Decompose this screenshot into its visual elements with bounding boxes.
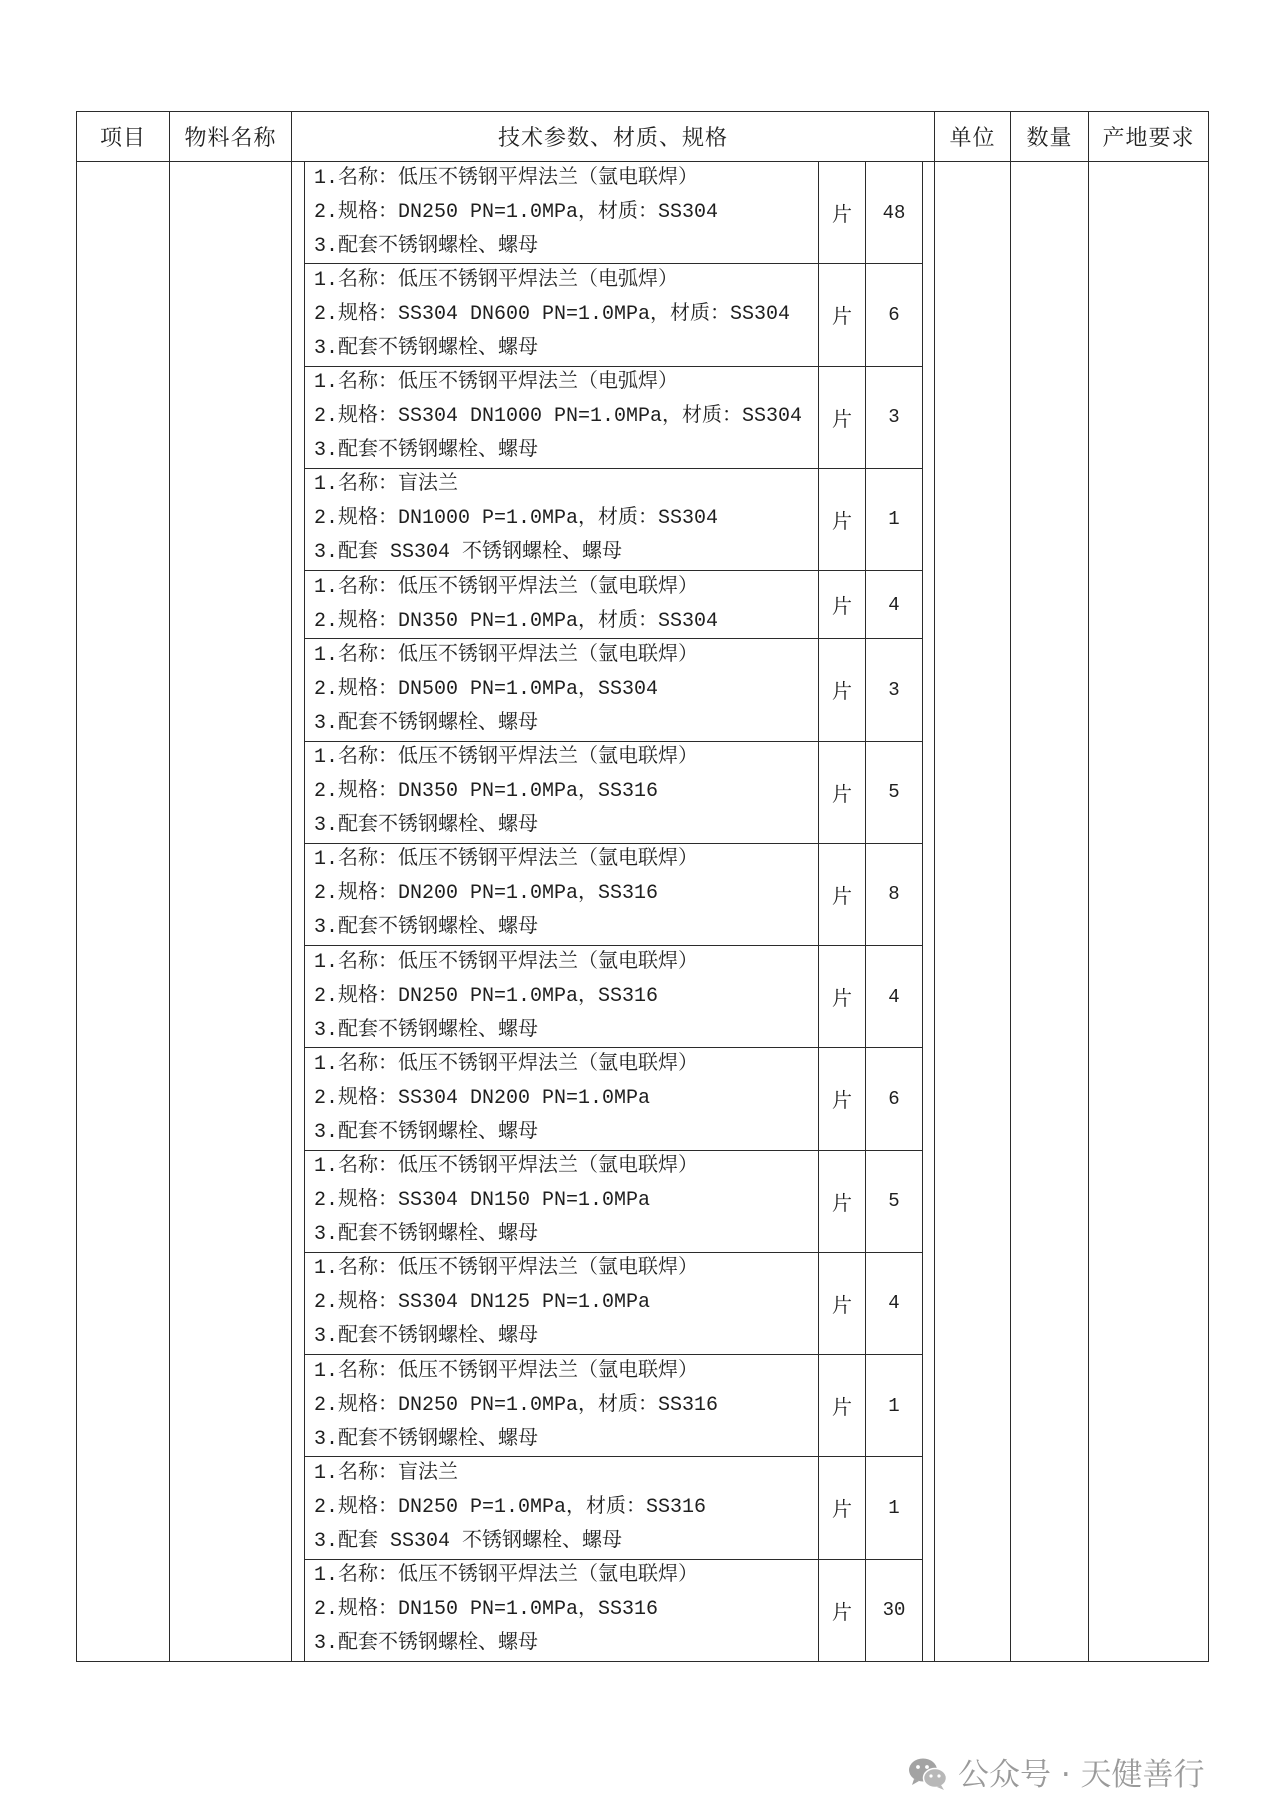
spec-cell — [305, 1253, 818, 1354]
spec-line: 2.规格：DN350 PN=1.0MPa，材质：SS304 — [314, 609, 719, 633]
spec-line: 2.规格：SS304 DN600 PN=1.0MPa，材质：SS304 — [314, 302, 791, 326]
column-divider — [1088, 111, 1089, 1662]
spec-row — [305, 1355, 922, 1457]
column-divider — [1010, 111, 1011, 1662]
spec-line: 2.规格：DN150 PN=1.0MPa，SS316 — [314, 1598, 659, 1622]
spec-cell — [305, 742, 818, 843]
spec-line: 3.配套不锈钢螺栓、螺母 — [314, 916, 539, 940]
unit-cell: 片 — [818, 469, 865, 570]
spec-row — [305, 1560, 922, 1662]
spec-line: 1.名称：低压不锈钢平焊法兰（氩电联焊） — [314, 643, 699, 667]
spec-line: 2.规格：SS304 DN200 PN=1.0MPa — [314, 1086, 651, 1110]
quantity-cell: 4 — [865, 1253, 922, 1354]
spec-line: 3.配套不锈钢螺栓、螺母 — [314, 439, 539, 463]
spec-line: 2.规格：DN350 PN=1.0MPa，SS316 — [314, 780, 659, 804]
spec-line: 2.规格：DN250 PN=1.0MPa，材质：SS304 — [314, 200, 719, 224]
spec-cell — [305, 162, 818, 263]
spec-line: 2.规格：DN200 PN=1.0MPa，SS316 — [314, 882, 659, 906]
spec-line: 1.名称：低压不锈钢平焊法兰（氩电联焊） — [314, 950, 699, 974]
spec-line: 2.规格：DN250 PN=1.0MPa，材质：SS316 — [314, 1393, 719, 1417]
spec-row — [305, 639, 922, 741]
spec-row — [305, 844, 922, 946]
spec-row — [305, 742, 922, 844]
quantity-cell: 48 — [865, 162, 922, 263]
spec-line: 3.配套不锈钢螺栓、螺母 — [314, 1120, 539, 1144]
column-divider — [291, 111, 292, 1662]
spec-row — [305, 162, 922, 264]
quantity-cell: 6 — [865, 264, 922, 365]
spec-cell — [305, 1048, 818, 1149]
quantity-cell: 6 — [865, 1048, 922, 1149]
spec-line: 2.规格：SS304 DN150 PN=1.0MPa — [314, 1189, 651, 1213]
unit-cell: 片 — [818, 1048, 865, 1149]
spec-line: 2.规格：DN250 P=1.0MPa，材质：SS316 — [314, 1496, 707, 1519]
spec-cell — [305, 469, 818, 570]
unit-cell: 片 — [818, 742, 865, 843]
spec-line: 1.名称：低压不锈钢平焊法兰（氩电联焊） — [314, 1564, 699, 1588]
unit-cell: 片 — [818, 946, 865, 1047]
spec-row — [305, 571, 922, 639]
header-quantity: 数量 — [1026, 126, 1073, 151]
unit-cell: 片 — [818, 639, 865, 740]
quantity-cell: 30 — [865, 1560, 922, 1661]
spec-cell — [305, 1560, 818, 1661]
spec-cell — [305, 367, 818, 468]
spec-cell — [305, 571, 818, 638]
spec-line: 1.名称：低压不锈钢平焊法兰（氩电联焊） — [314, 848, 699, 872]
unit-cell: 片 — [818, 1253, 865, 1354]
quantity-cell: 4 — [865, 571, 922, 638]
spec-cell — [305, 946, 818, 1047]
unit-cell: 片 — [818, 844, 865, 945]
spec-line: 1.名称：低压不锈钢平焊法兰（氩电联焊） — [314, 1257, 699, 1281]
unit-cell: 片 — [818, 1457, 865, 1558]
spec-row — [305, 1253, 922, 1355]
spec-line: 2.规格：SS304 DN1000 PN=1.0MPa，材质：SS304 — [314, 405, 803, 429]
spec-line: 3.配套不锈钢螺栓、螺母 — [314, 1018, 539, 1042]
spec-subtable — [304, 162, 923, 1662]
spec-line: 3.配套不锈钢螺栓、螺母 — [314, 1325, 539, 1349]
unit-cell: 片 — [818, 264, 865, 365]
quantity-cell: 5 — [865, 742, 922, 843]
spec-row — [305, 1457, 922, 1559]
watermark-text: 公众号 · 天健善行 — [958, 1757, 1205, 1793]
column-divider — [934, 111, 935, 1662]
spec-line: 3.配套 SS304 不锈钢螺栓、螺母 — [314, 541, 623, 565]
spec-line: 2.规格：DN500 PN=1.0MPa，SS304 — [314, 677, 659, 701]
spec-line: 2.规格：SS304 DN125 PN=1.0MPa — [314, 1291, 651, 1315]
spec-line: 3.配套 SS304 不锈钢螺栓、螺母 — [314, 1530, 623, 1553]
spec-line: 1.名称：盲法兰 — [314, 1462, 459, 1485]
header-origin: 产地要求 — [1102, 126, 1195, 151]
spec-cell — [305, 264, 818, 365]
quantity-cell: 1 — [865, 1457, 922, 1558]
spec-row — [305, 946, 922, 1048]
spec-line: 3.配套不锈钢螺栓、螺母 — [314, 1427, 539, 1451]
spec-line: 1.名称：低压不锈钢平焊法兰（氩电联焊） — [314, 1359, 699, 1383]
quantity-cell: 3 — [865, 367, 922, 468]
spec-line: 3.配套不锈钢螺栓、螺母 — [314, 1223, 539, 1247]
spec-line: 1.名称：低压不锈钢平焊法兰（氩电联焊） — [314, 575, 699, 599]
spec-cell — [305, 1457, 818, 1558]
spec-cell — [305, 639, 818, 740]
spec-line: 3.配套不锈钢螺栓、螺母 — [314, 711, 539, 735]
spec-line: 1.名称：低压不锈钢平焊法兰（氩电联焊） — [314, 1155, 699, 1179]
spec-line: 3.配套不锈钢螺栓、螺母 — [314, 1632, 539, 1656]
unit-cell: 片 — [818, 1355, 865, 1456]
spec-line: 1.名称：低压不锈钢平焊法兰（氩电联焊） — [314, 166, 699, 190]
unit-cell: 片 — [818, 571, 865, 638]
quantity-cell: 8 — [865, 844, 922, 945]
unit-cell: 片 — [818, 1151, 865, 1252]
spec-row — [305, 469, 922, 571]
unit-cell: 片 — [818, 367, 865, 468]
header-unit: 单位 — [949, 126, 996, 151]
quantity-cell: 4 — [865, 946, 922, 1047]
header-item: 项目 — [99, 126, 146, 151]
quantity-cell: 3 — [865, 639, 922, 740]
spec-line: 1.名称：盲法兰 — [314, 473, 459, 497]
spec-line: 1.名称：低压不锈钢平焊法兰（电弧焊） — [314, 371, 679, 395]
quantity-cell: 1 — [865, 1355, 922, 1456]
spec-cell — [305, 844, 818, 945]
header-material-name: 物料名称 — [184, 126, 277, 151]
quantity-cell: 1 — [865, 469, 922, 570]
wechat-icon — [908, 1757, 948, 1791]
spec-row — [305, 367, 922, 469]
spec-line: 2.规格：DN250 PN=1.0MPa，SS316 — [314, 984, 659, 1008]
spec-line: 3.配套不锈钢螺栓、螺母 — [314, 814, 539, 838]
spec-row — [305, 1048, 922, 1150]
header-spec: 技术参数、材质、规格 — [497, 126, 728, 151]
spec-line: 2.规格：DN1000 P=1.0MPa，材质：SS304 — [314, 507, 719, 531]
spec-line: 1.名称：低压不锈钢平焊法兰（氩电联焊） — [314, 746, 699, 770]
quantity-cell: 5 — [865, 1151, 922, 1252]
spec-line: 1.名称：低压不锈钢平焊法兰（氩电联焊） — [314, 1052, 699, 1076]
spec-line: 3.配套不锈钢螺栓、螺母 — [314, 234, 539, 258]
column-divider — [169, 111, 170, 1662]
spec-line: 3.配套不锈钢螺栓、螺母 — [314, 336, 539, 360]
unit-cell: 片 — [818, 162, 865, 263]
spec-cell — [305, 1151, 818, 1252]
spec-row — [305, 1151, 922, 1253]
spec-line: 1.名称：低压不锈钢平焊法兰（电弧焊） — [314, 268, 679, 292]
spec-row — [305, 264, 922, 366]
unit-cell: 片 — [818, 1560, 865, 1661]
spec-cell — [305, 1355, 818, 1456]
